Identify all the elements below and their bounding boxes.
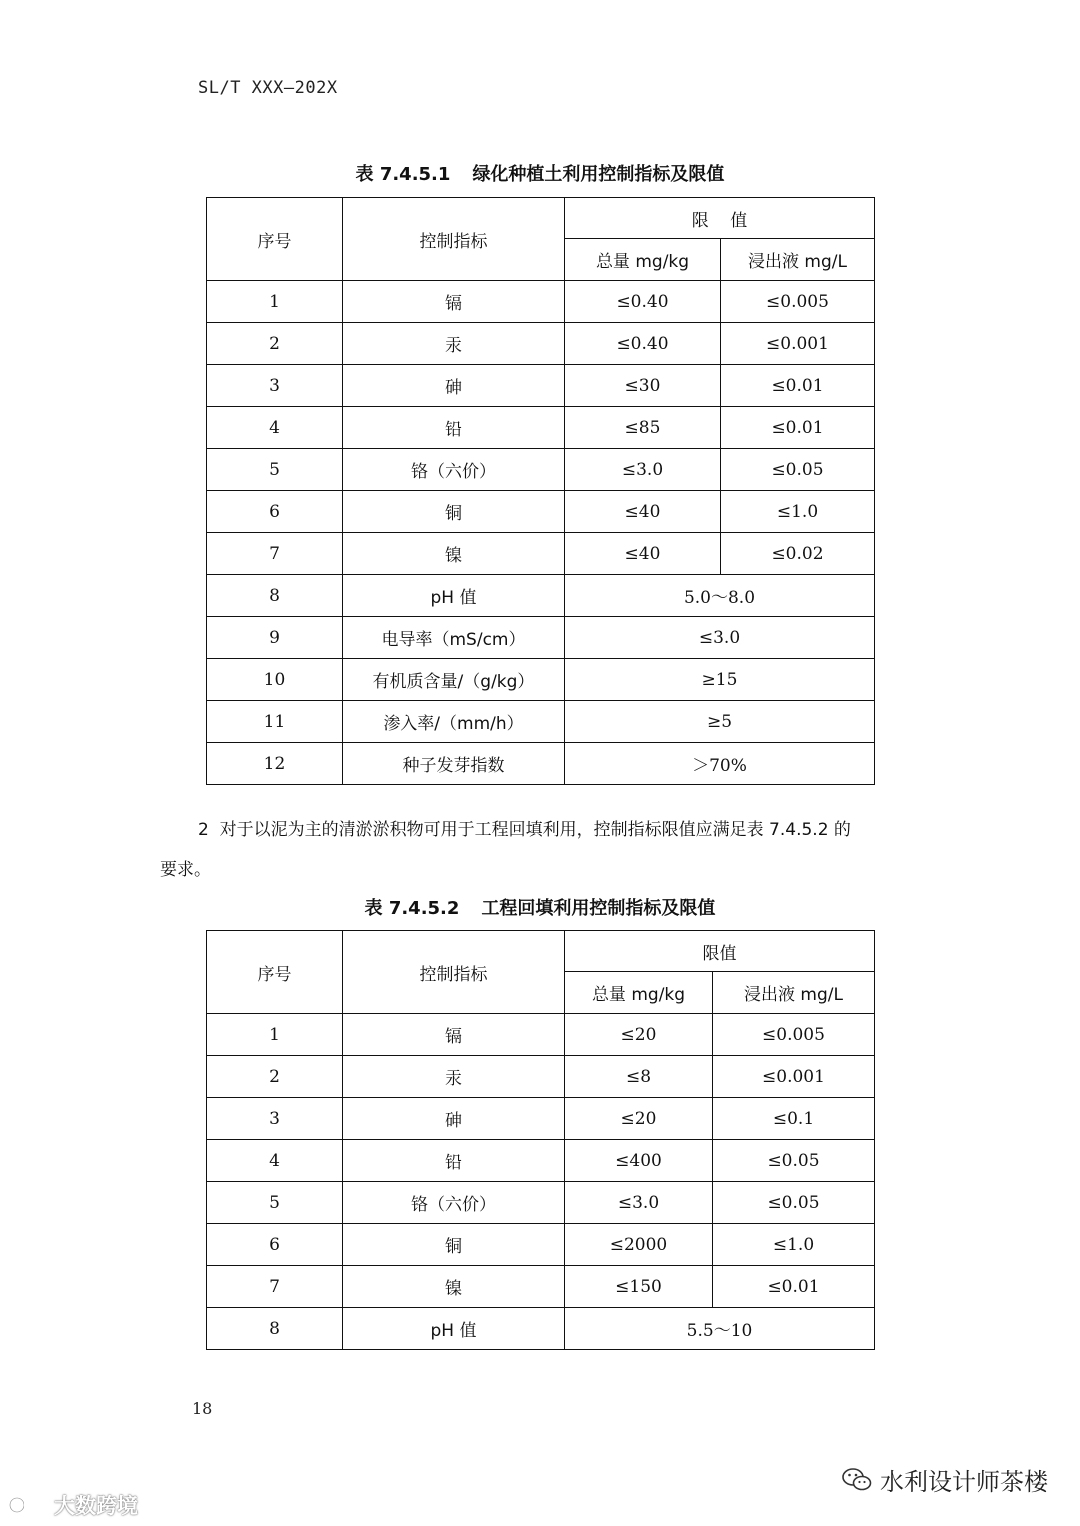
wechat-icon	[842, 1467, 872, 1493]
table-row	[207, 1182, 875, 1224]
cell-total: ≤30	[565, 365, 721, 407]
cell-leach: ≤0.01	[713, 1266, 875, 1308]
cell-seq: 3	[207, 1098, 343, 1140]
cell-total: ≤0.40	[565, 281, 721, 323]
cell-indicator: 铜	[343, 491, 565, 533]
table2-header-leach: 浸出液 mg/L	[713, 972, 875, 1014]
cell-limit-value: 5.0～8.0	[565, 575, 875, 617]
table-row	[207, 1308, 875, 1350]
table-row	[207, 1014, 875, 1056]
cell-total: ≤40	[565, 533, 721, 575]
cell-total: ≤400	[565, 1140, 713, 1182]
cell-indicator: 镉	[343, 281, 565, 323]
table2-number: 表 7.4.5.2	[364, 898, 460, 919]
table-row	[207, 533, 875, 575]
table-row	[207, 491, 875, 533]
table-row	[207, 365, 875, 407]
cell-seq: 2	[207, 1056, 343, 1098]
cell-seq: 3	[207, 365, 343, 407]
cell-seq: 7	[207, 1266, 343, 1308]
cell-indicator: 镍	[343, 1266, 565, 1308]
cell-indicator: 砷	[343, 1098, 565, 1140]
cell-seq: 4	[207, 1140, 343, 1182]
table-row	[207, 617, 875, 659]
cell-indicator: 有机质含量/（g/kg）	[343, 659, 565, 701]
cell-indicator: 镉	[343, 1014, 565, 1056]
table-row	[207, 1224, 875, 1266]
cell-leach: ≤0.005	[721, 281, 875, 323]
paragraph-text-1: 对于以泥为主的清淤淤积物可用于工程回填利用，控制指标限值应满足表 7.4.5.2 的	[219, 820, 851, 840]
cell-total: ≤150	[565, 1266, 713, 1308]
table1-header-total: 总量 mg/kg	[565, 239, 721, 281]
corner-watermark	[8, 1490, 138, 1520]
cell-total: ≤3.0	[565, 449, 721, 491]
cell-seq: 2	[207, 323, 343, 365]
table2-header-limit: 限值	[565, 931, 875, 972]
cell-leach: ≤0.001	[721, 323, 875, 365]
table-row	[207, 449, 875, 491]
cell-leach: ≤1.0	[721, 491, 875, 533]
cell-limit-value: ≤3.0	[565, 617, 875, 659]
table-row	[207, 743, 875, 785]
table1-header-indicator: 控制指标	[343, 198, 565, 281]
cell-seq: 6	[207, 1224, 343, 1266]
wechat-watermark	[842, 1462, 1048, 1497]
table-row	[207, 1056, 875, 1098]
cell-leach: ≤0.01	[721, 365, 875, 407]
cell-leach: ≤0.001	[713, 1056, 875, 1098]
cell-indicator: 铜	[343, 1224, 565, 1266]
table1-header-leach: 浸出液 mg/L	[721, 239, 875, 281]
document-code: SL/T XXX—202X	[198, 78, 338, 98]
brand-logo-icon	[8, 1493, 50, 1517]
cell-seq: 4	[207, 407, 343, 449]
cell-total: ≤8	[565, 1056, 713, 1098]
table-row	[207, 281, 875, 323]
paragraph-line-2: 要求。	[160, 860, 211, 880]
table-row	[207, 575, 875, 617]
table2-header-seq: 序号	[207, 931, 343, 1014]
cell-seq: 8	[207, 575, 343, 617]
cell-leach: ≤0.005	[713, 1014, 875, 1056]
cell-leach: ≤0.05	[713, 1182, 875, 1224]
cell-total: ≤40	[565, 491, 721, 533]
cell-seq: 6	[207, 491, 343, 533]
cell-total: ≤2000	[565, 1224, 713, 1266]
cell-leach: ≤0.01	[721, 407, 875, 449]
cell-seq: 8	[207, 1308, 343, 1350]
cell-seq: 10	[207, 659, 343, 701]
table-row	[207, 1140, 875, 1182]
table-row	[207, 1098, 875, 1140]
cell-seq: 5	[207, 449, 343, 491]
cell-total: ≤20	[565, 1098, 713, 1140]
table-row	[207, 323, 875, 365]
cell-indicator: 铬（六价）	[343, 1182, 565, 1224]
table2-header-total: 总量 mg/kg	[565, 972, 713, 1014]
cell-indicator: 铬（六价）	[343, 449, 565, 491]
body-paragraph	[160, 810, 922, 890]
page-number: 18	[192, 1399, 213, 1418]
cell-indicator: 汞	[343, 1056, 565, 1098]
cell-limit-value: ≥5	[565, 701, 875, 743]
table1-header-limit: 限 值	[565, 198, 875, 239]
cell-seq: 11	[207, 701, 343, 743]
table2-header-indicator: 控制指标	[343, 931, 565, 1014]
paragraph-line-1	[160, 810, 922, 850]
cell-seq: 12	[207, 743, 343, 785]
cell-indicator: 铅	[343, 407, 565, 449]
cell-indicator: 砷	[343, 365, 565, 407]
cell-total: ≤20	[565, 1014, 713, 1056]
cell-seq: 9	[207, 617, 343, 659]
table2-caption	[0, 894, 1080, 920]
cell-leach: ≤0.05	[713, 1140, 875, 1182]
cell-seq: 1	[207, 1014, 343, 1056]
cell-seq: 5	[207, 1182, 343, 1224]
cell-indicator: pH 值	[343, 1308, 565, 1350]
cell-indicator: 电导率（mS/cm）	[343, 617, 565, 659]
cell-leach: ≤0.05	[721, 449, 875, 491]
cell-leach: ≤0.1	[713, 1098, 875, 1140]
table-row	[207, 701, 875, 743]
cell-total: ≤3.0	[565, 1182, 713, 1224]
cell-limit-value: ≥15	[565, 659, 875, 701]
cell-indicator: 汞	[343, 323, 565, 365]
cell-total: ≤85	[565, 407, 721, 449]
cell-indicator: pH 值	[343, 575, 565, 617]
table1-header-seq: 序号	[207, 198, 343, 281]
table1	[206, 197, 875, 785]
table1-title: 绿化种植土利用控制指标及限值	[472, 164, 725, 185]
wechat-account-name: 水利设计师茶楼	[880, 1468, 1048, 1496]
cell-limit-value: ＞70%	[565, 743, 875, 785]
table-row	[207, 1266, 875, 1308]
table2-title: 工程回填利用控制指标及限值	[481, 898, 716, 919]
cell-indicator: 铅	[343, 1140, 565, 1182]
cell-seq: 7	[207, 533, 343, 575]
table1-caption	[0, 160, 1080, 186]
table-row	[207, 659, 875, 701]
cell-leach: ≤0.02	[721, 533, 875, 575]
table1-number: 表 7.4.5.1	[355, 164, 451, 185]
cell-limit-value: 5.5～10	[565, 1308, 875, 1350]
paragraph-item-number: 2	[198, 820, 209, 840]
cell-seq: 1	[207, 281, 343, 323]
cell-leach: ≤1.0	[713, 1224, 875, 1266]
table-row	[207, 407, 875, 449]
cell-total: ≤0.40	[565, 323, 721, 365]
table2	[206, 930, 875, 1350]
corner-brand-name: 大数跨境	[54, 1494, 138, 1518]
cell-indicator: 渗入率/（mm/h）	[343, 701, 565, 743]
cell-indicator: 种子发芽指数	[343, 743, 565, 785]
cell-indicator: 镍	[343, 533, 565, 575]
